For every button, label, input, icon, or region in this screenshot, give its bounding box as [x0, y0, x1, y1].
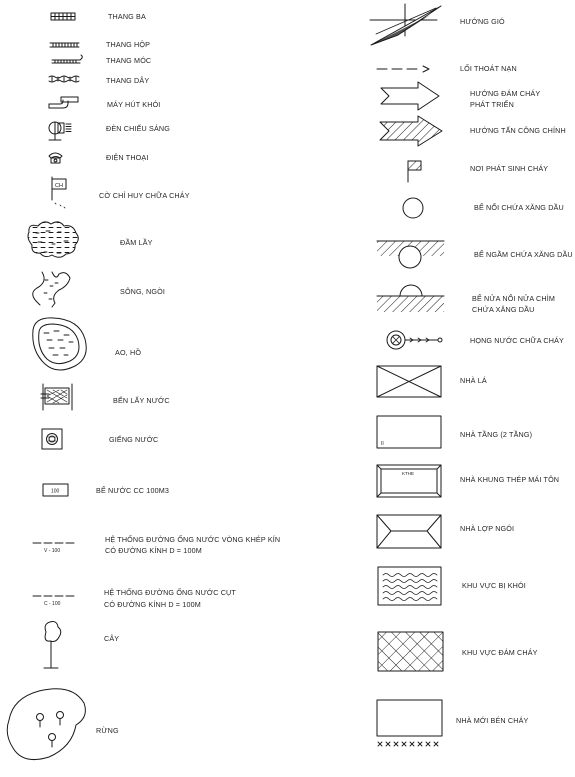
label-nha-moi-ben-chay: NHÀ MỚI BÉN CHÁY	[456, 716, 529, 725]
svg-text:CH: CH	[55, 183, 63, 189]
label-cay: CÂY	[104, 634, 120, 643]
label-noi-phat-sinh: NƠI PHÁT SINH CHÁY	[470, 164, 549, 173]
label-thang-moc: THANG MÓC	[106, 56, 152, 65]
label-he-thong-vong-2: CÓ ĐƯỜNG KÍNH D = 100M	[105, 546, 202, 555]
label-dien-thoai: ĐIỆN THOẠI	[106, 153, 149, 162]
label-huong-dam-chay-1: HƯỚNG ĐÁM CHÁY	[470, 89, 541, 98]
water-tank-icon	[43, 484, 68, 496]
pond-icon	[33, 318, 87, 370]
ladder-three-icon	[51, 13, 75, 20]
tree-icon	[44, 622, 61, 668]
telephone-icon	[49, 153, 62, 163]
label-be-nuoc: BỂ NƯỚC CC 100M3	[96, 486, 170, 495]
label-be-ngam: BỂ NGẦM CHỨA XĂNG DẦU	[474, 250, 573, 259]
aboveground-tank-icon	[403, 198, 423, 218]
multistory-house-icon	[377, 416, 441, 448]
label-huong-dam-chay-2: PHÁT TRIỂN	[470, 100, 514, 109]
label-loi-thoat-nan: LỐI THOÁT NẠN	[460, 64, 517, 73]
fire-hydrant-icon	[387, 331, 442, 349]
label-thang-ba: THANG BA	[108, 12, 146, 21]
label-be-noi: BỂ NỔI CHỨA XĂNG DẦU	[474, 203, 564, 212]
label-gieng-nuoc: GIẾNG NƯỚC	[109, 435, 159, 444]
label-huong-tan-cong: HƯỚNG TẤN CÔNG CHÍNH	[470, 126, 566, 135]
hook-ladder-icon	[52, 55, 82, 63]
well-icon	[42, 429, 62, 449]
label-den-chieu-sang: ĐÈN CHIẾU SÁNG	[106, 124, 171, 133]
half-buried-tank-icon	[377, 285, 444, 312]
label-he-thong-cut-2: CÓ ĐƯỜNG KÍNH D = 100M	[104, 600, 201, 609]
fire-origin-flag-icon	[408, 161, 421, 182]
wind-rose-icon	[370, 4, 441, 45]
label-he-thong-cut-1: HỆ THỐNG ĐƯỜNG ỐNG NƯỚC CỤT	[104, 588, 236, 597]
fire-spread-arrow-icon	[381, 82, 439, 110]
svg-text:KTHE: KTHE	[402, 471, 415, 476]
loop-pipe-icon	[33, 543, 74, 554]
main-attack-arrow-icon	[380, 116, 442, 146]
label-rung: RỪNG	[96, 726, 119, 735]
label-dam-lay: ĐẦM LẦY	[120, 238, 153, 247]
label-be-nua-noi-1: BỂ NỬA NỔI NỬA CHÌM	[472, 294, 556, 303]
label-nha-lop-ngoi: NHÀ LỢP NGÓI	[460, 524, 515, 533]
label-be-nua-noi-2: CHỨA XĂNG DẦU	[472, 305, 535, 314]
svg-text:100: 100	[51, 488, 60, 495]
label-song-ngoi: SÔNG, NGÒI	[120, 287, 166, 296]
command-flag-icon	[52, 177, 66, 208]
svg-text:V - 100: V - 100	[44, 548, 61, 554]
smoke-zone-icon	[378, 567, 441, 605]
river-icon	[33, 272, 70, 307]
label-may-hut-khoi: MÁY HÚT KHÓI	[107, 100, 161, 109]
label-khu-vuc-bi-khoi: KHU VỰC BỊ KHÓI	[462, 581, 526, 590]
rope-ladder-icon	[49, 76, 79, 82]
newly-ignited-house-icon	[377, 700, 442, 746]
label-ben-lay-nuoc: BẾN LẤY NƯỚC	[113, 396, 170, 405]
svg-text:C - 100: C - 100	[44, 601, 61, 607]
label-nha-khung-thep: NHÀ KHUNG THÉP MÁI TÔN	[460, 475, 560, 484]
label-thang-day: THANG DÂY	[106, 76, 150, 85]
label-nha-tang: NHÀ TẦNG (2 TẦNG)	[460, 430, 533, 439]
label-khu-vuc-dam-chay: KHU VỰC ĐÁM CHÁY	[462, 648, 538, 657]
label-ao-ho: AO, HỒ	[115, 348, 142, 357]
label-thang-hop: THANG HỘP	[106, 40, 151, 49]
underground-tank-icon	[377, 241, 444, 268]
svg-text:II: II	[381, 441, 384, 447]
thatched-house-icon	[377, 366, 441, 397]
tiled-roof-house-icon	[377, 515, 441, 548]
fire-zone-icon	[378, 632, 443, 671]
floodlight-icon	[49, 122, 71, 140]
label-co-chi-huy: CỜ CHỈ HUY CHỮA CHÁY	[99, 191, 190, 200]
forest-icon	[7, 689, 85, 760]
label-nha-la: NHÀ LÁ	[460, 376, 487, 385]
escape-route-icon	[377, 66, 429, 72]
box-ladder-icon	[50, 43, 79, 47]
dead-end-pipe-icon	[33, 596, 74, 607]
label-hong-nuoc: HỌNG NƯỚC CHỮA CHÁY	[470, 336, 564, 345]
smoke-extractor-icon	[49, 97, 78, 108]
steel-frame-house-icon	[377, 465, 441, 497]
label-he-thong-vong-1: HỆ THỐNG ĐƯỜNG ỐNG NƯỚC VÒNG KHÉP KÍN	[105, 535, 281, 544]
water-pier-icon	[41, 384, 72, 410]
swamp-icon	[28, 222, 78, 257]
label-huong-gio: HƯỚNG GIÓ	[460, 17, 505, 26]
